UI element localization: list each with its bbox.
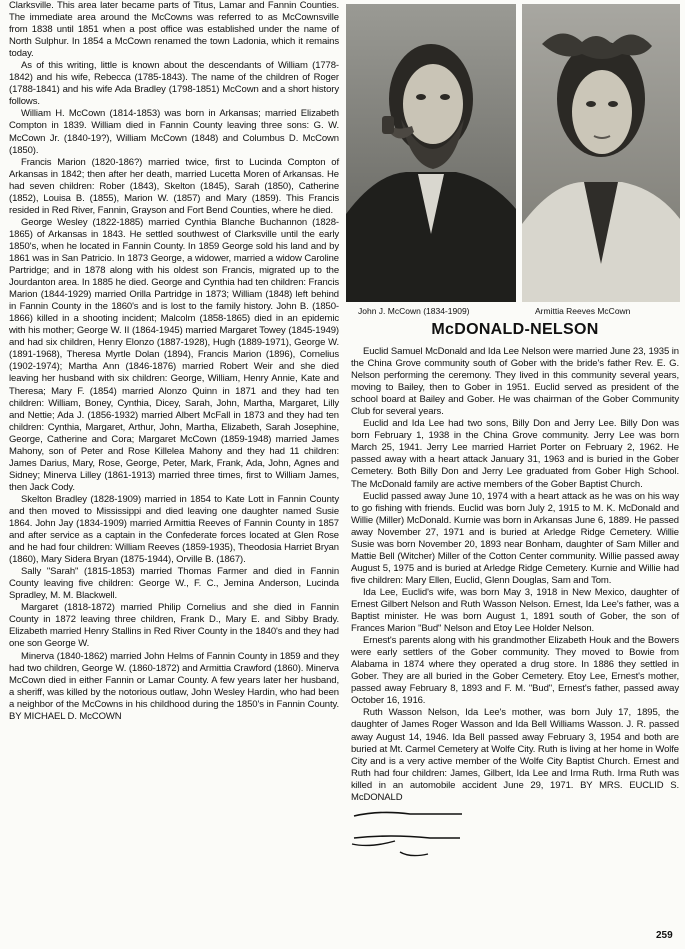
- paragraph: Skelton Bradley (1828-1909) married in 1854 to Kate Lott in Fannin County and then moved to Mississippi and died leaving one daughter named Susie 1864. John Jay (1834-1909) married Armittia Reeves of Fannin County in 1857 and after service as a captain in the Confederate forces located at Glen Rose and he had four children: William Reeves (1859-1935), Theodosia Harriet Bryan (1860), Mary Sidera Bryan (1875-1944), Orville B. (1867).: [9, 493, 339, 566]
- paragraph: Euclid Samuel McDonald and Ida Lee Nelson were married June 23, 1935 in the China Grove community south of Gober with the bride's father Rev. E. G. Nelson performing the ceremony. They lived in this community several years, moving to Bailey, then to Gober in 1951. Euclid served as president of the school board at Bailey and Gober. He was chairman of the Gober Community Club for several years.: [351, 346, 679, 418]
- paragraph: Francis Marion (1820-186?) married twice, first to Lucinda Compton of Arkansas in 1842; then after her death, married Lucetta Moren of Arkansas. He had seven children: Rober (1843), Skelton (1845), Sarah (1850), Catherine (1852), Louisa B. (1855), Marion W. (1857) and Mary (1859). This Francis resided in Red River, Fannin, Grayson and Fort Bend Counties, where he died.: [9, 156, 339, 216]
- paragraph: Euclid and Ida Lee had two sons, Billy Don and Jerry Lee. Billy Don was born February 1, 1938 in the China Grove community. Jerry Lee was born March 25, 1941. Jerry Lee married Harriet Porter on February 2, 1962. He passed away with a heart attack January 31, 1963 and is buried in the Gober Cemetery. Both Billy Don and Jerry Lee graduated from Gober High School. The McDonald family are active members of the Gober Baptist Church.: [351, 418, 679, 490]
- photo-caption: John J. McCown (1834-1909): [358, 306, 470, 316]
- handwritten-pen-mark: [350, 808, 470, 868]
- paragraph: Ida Lee, Euclid's wife, was born May 3, 1918 in New Mexico, daughter of Ernest Gilbert Nelson and Ruth Wasson Nelson. Ernest, Ida Lee's father, was a Baptist minister. He was born August 1, 1891 south of Gober, the son of Frances Marion "Bud" Nelson and Etoy Lee Holder Nelson.: [351, 586, 679, 635]
- paragraph: William H. McCown (1814-1853) was born in Arkansas; married Elizabeth Compton in 1839. William died in Fannin County leaving three sons: G. W. McCown Jr. (1840-19?), William McCown (1848) and Columbus D. McCown (1850).: [9, 108, 339, 156]
- paragraph: George Wesley (1822-1885) married Cynthia Blanche Buchannon (1828-1865) of Arkansas in 1843. He settled southwest of Clarksville until the early 1850's, when he located in Fannin County. In 1859 George sold his land and by 1861 was in San Patricio. In 1873 George, a widower, married a widow Caroline Partridge; and in 1878 along with his oldest son Francis, migrated up to the Jourdanton area. In 1885 he died. George and Cynthia had ten children: Francis Marion (1844-1929) married Orilla Partridge in 1873; William (1848) left behind in Fannin County in the 1860's and is lost to the family history. John B. (1850-1866) killed in a shooting incident; Malcolm (1858-1865) died in an epidemic with his mother; George W. II (1864-1945) married Margaret Towey (1845-1949) and had six children, Henry Elonzo (1887-1928), Hugh (1889-1971), George W. (1891-1968), Theresa Myrtle Dolan (1894), Francis Marion (1896), Cornelius (1902-1974); Martha Ann (1846-1876) married Robert Weir and she died leaving her husband with six children: George, William, Henry Annie, Kate and Theresa; Mary F. (1854) married Alonzo Quinn in 1871 and they had ten children: William, Boney, Cynthia, Dicey, Sarah, John, Martha, Margaret, Lilly and Nettie; Ada J. (1856-1932) married Albert McFall in 1873 and they had ten children: Cynthia, Margaret, Arthur, John, Martha, Elizabeth, Sarah Josephine, George, Catherine and Cora; Margaret McCown (1859-1948) married James Mahony, son of Peter and Rose Killelea Mahony and they had 11 children: James Darius, Mary, Rose, George, Peter, Mark, Frank, Ada, John, Agnes and Sidney; Minerva Lilley (1861-1913) married three times, first to William James, then Jack Cody.: [9, 216, 339, 493]
- paragraph: Minerva (1840-1862) married John Helms of Fannin County in 1859 and they had two children, George W. (1860-1872) and Armittia Crawford (1860). Minerva McCown died in either Fannin or Lamar County. A few years later her husband, a sheriff, was killed by the notorious outlaw, John Wesley Hardin, who had been a neighbor of the McCowns in his childhood during the 1850's in Fannin County. BY MICHAEL D. McCOWN: [9, 650, 339, 722]
- left-text-column: [9, 0, 339, 723]
- right-text-column: [351, 346, 679, 804]
- paragraph: Ernest's parents along with his grandmother Elizabeth Houk and the Bowers were early settlers of the Gober community. They moved to Bowie from Alabama in 1874 where they operated a drug store. In 1886 they settled in Gober. They are all buried in the Gober Cemetery. Etoy Lee, Ernest's mother, passed away February 8, 1893 and F. M. "Bud", Ernest's father, passed away October 16, 1916.: [351, 635, 679, 707]
- paragraph: Ruth Wasson Nelson, Ida Lee's mother, was born July 17, 1895, the daughter of James Roger Wasson and Ida Bell Williams Wasson. J. R. passed away August 14, 1946. Ida Bell passed away February 3, 1954 and both are buried at Mt. Carmel Cemetery at Wolfe City. Ruth is living at her home in Wolfe City and is a very active member of the Wolfe City Baptist Church. Ernest and Ruth had four children: James, Gilbert, Ida Lee and Irma Ruth. Irma Ruth was killed in an automobile accident June 29, 1971. BY MRS. EUCLID S. McDONALD: [351, 707, 679, 803]
- section-heading: McDONALD-NELSON: [431, 321, 599, 338]
- paragraph: Euclid passed away June 10, 1974 with a heart attack as he was on his way to go fishing with friends. Euclid was born July 2, 1915 to M. K. McDonald and Willie (Miller) McDonald. Kurnie was born in Arkansas June 6, 1889. He passed away November 27, 1971 and is buried at Arledge Ridge Cemetery. Willie Susie was born November 20, 1893 near Bonham, daughter of Sam Miller and Mattie Bell (Witcher) Miller of the Cotton Center community. Willie passed away August 5, 1975 and is buried at Arledge Ridge Cemetery. Kurnie and Willie had five children: Mary Ellen, Euclid, Glenn Douglas, Sam and Tom.: [351, 490, 679, 586]
- paragraph: Sally "Sarah" (1815-1853) married Thomas Farmer and died in Fannin County leaving five children: George W., F. C., Jemina Anderson, Lucinda Spradley, M. M. Blackwell.: [9, 566, 339, 602]
- paragraph: As of this writing, little is known about the descendants of William (1778-1842) and his wife, Rebecca (1785-1843). The name of the children of Roger (1788-1841) and his wife Ada Bradley (1798-1851) McCown and a short history follows.: [9, 60, 339, 108]
- paragraph: Clarksville. This area later became parts of Titus, Lamar and Fannin Counties. The immediate area around the McCowns was referred to as McCownsville from 1838 until 1851 when a post office was established under the name of North Sulphur. In 1854 a McCown renamed the town Ladonia, which it remains today.: [9, 0, 339, 60]
- portrait-photo-john-mccown: [346, 4, 516, 302]
- page-number: 259: [656, 930, 673, 941]
- paragraph: Margaret (1818-1872) married Philip Cornelius and she died in Fannin County in 1872 leaving three children, Frank D., Mary E. and Sibby Brady. Elizabeth married Henry Stallins in Red River County in the 1840's and they had one son George W.: [9, 602, 339, 650]
- photo-caption: Armittia Reeves McCown: [535, 306, 631, 316]
- portrait-photo-armittia-mccown: [522, 4, 680, 302]
